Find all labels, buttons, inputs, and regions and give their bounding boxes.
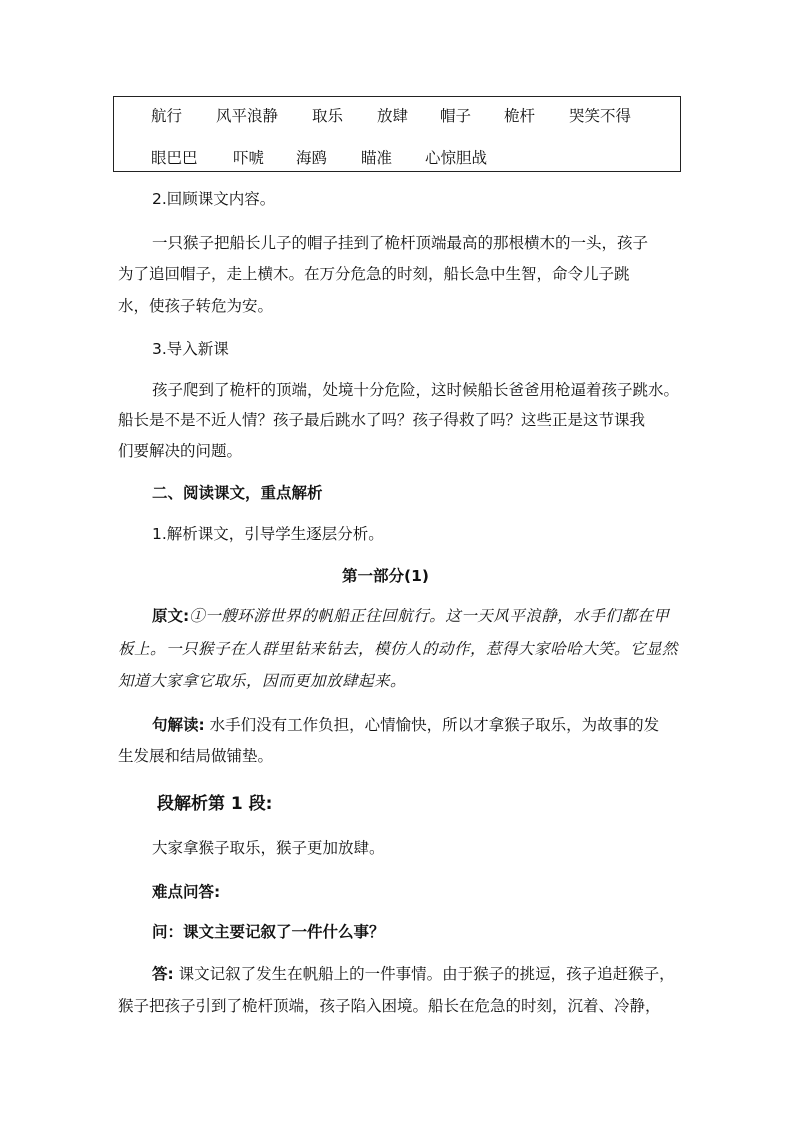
original-label: 原文: [152, 607, 190, 625]
review-paragraph-line: 水，使孩子转危为安。 [118, 297, 274, 315]
vocab-word: 取乐 [312, 107, 344, 125]
vocab-word: 航行 [151, 107, 183, 125]
part-heading: 二、阅读课文，重点解析 [152, 484, 323, 502]
vocab-word: 风平浪静 [216, 107, 279, 125]
original-text-line: 板上。一只猴子在人群里钻来钻去，模仿人的动作，惹得大家哈哈大笑。它显然 [118, 640, 679, 658]
intro-paragraph-line: 船长是不是不近人情？孩子最后跳水了吗？孩子得救了吗？这些正是这节课我 [118, 411, 646, 429]
sentence-text: 水手们没有工作负担，心情愉快，所以才拿猴子取乐，为故事的发 [204, 716, 660, 734]
sentence-interpretation-line: 生发展和结局做铺垫。 [118, 747, 274, 765]
sentence-interpretation-line [152, 715, 659, 735]
vocab-word: 海鸥 [296, 149, 328, 167]
intro-paragraph-line: 孩子爬到了桅杆的顶端，处境十分危险，这时候船长爸爸用枪逼着孩子跳水。 [152, 381, 680, 399]
vocabulary-box [113, 96, 681, 172]
original-text: ①一艘环游世界的帆船正往回航行。这一天风平浪静，水手们都在甲 [189, 607, 670, 625]
sentence-label: 句解读: [152, 716, 205, 734]
vocab-word: 心惊胆战 [425, 149, 488, 167]
section-title: 第一部分(1) [342, 567, 429, 585]
vocab-word: 吓唬 [233, 149, 265, 167]
difficulty-heading: 难点问答: [152, 883, 221, 901]
paragraph-summary: 大家拿猴子取乐，猴子更加放肆。 [152, 839, 385, 857]
answer-label: 答: [152, 965, 174, 983]
vocab-word: 眼巴巴 [151, 149, 198, 167]
vocab-word: 桅杆 [504, 107, 536, 125]
question-text: 问：课文主要记叙了一件什么事？ [152, 923, 385, 941]
answer-line [152, 964, 675, 984]
review-paragraph-line: 一只猴子把船长儿子的帽子挂到了桅杆顶端最高的那根横木的一头，孩子 [152, 234, 649, 252]
section-heading-intro: 3.导入新课 [152, 340, 229, 358]
review-paragraph-line: 为了追回帽子，走上横木。在万分危急的时刻，船长急中生智，命令儿子跳 [118, 265, 630, 283]
vocab-word: 帽子 [440, 107, 472, 125]
original-text-line: 知道大家拿它取乐，因而更加放肆起来。 [118, 672, 407, 690]
paragraph-analysis-heading: 段解析第 1 段: [157, 794, 273, 814]
section-heading-review: 2.回顾课文内容。 [152, 190, 276, 208]
answer-text: 课文记叙了发生在帆船上的一件事情。由于猴子的挑逗，孩子追赶猴子， [173, 965, 675, 983]
analysis-intro: 1.解析课文，引导学生逐层分析。 [152, 525, 384, 543]
answer-line: 猴子把孩子引到了桅杆顶端，孩子陷入困境。船长在危急的时刻，沉着、冷静， [118, 997, 661, 1015]
vocab-word: 哭笑不得 [569, 107, 632, 125]
vocab-word: 瞄准 [361, 149, 393, 167]
original-text-line [152, 606, 669, 626]
vocab-word: 放肆 [377, 107, 409, 125]
intro-paragraph-line: 们要解决的问题。 [118, 442, 243, 460]
